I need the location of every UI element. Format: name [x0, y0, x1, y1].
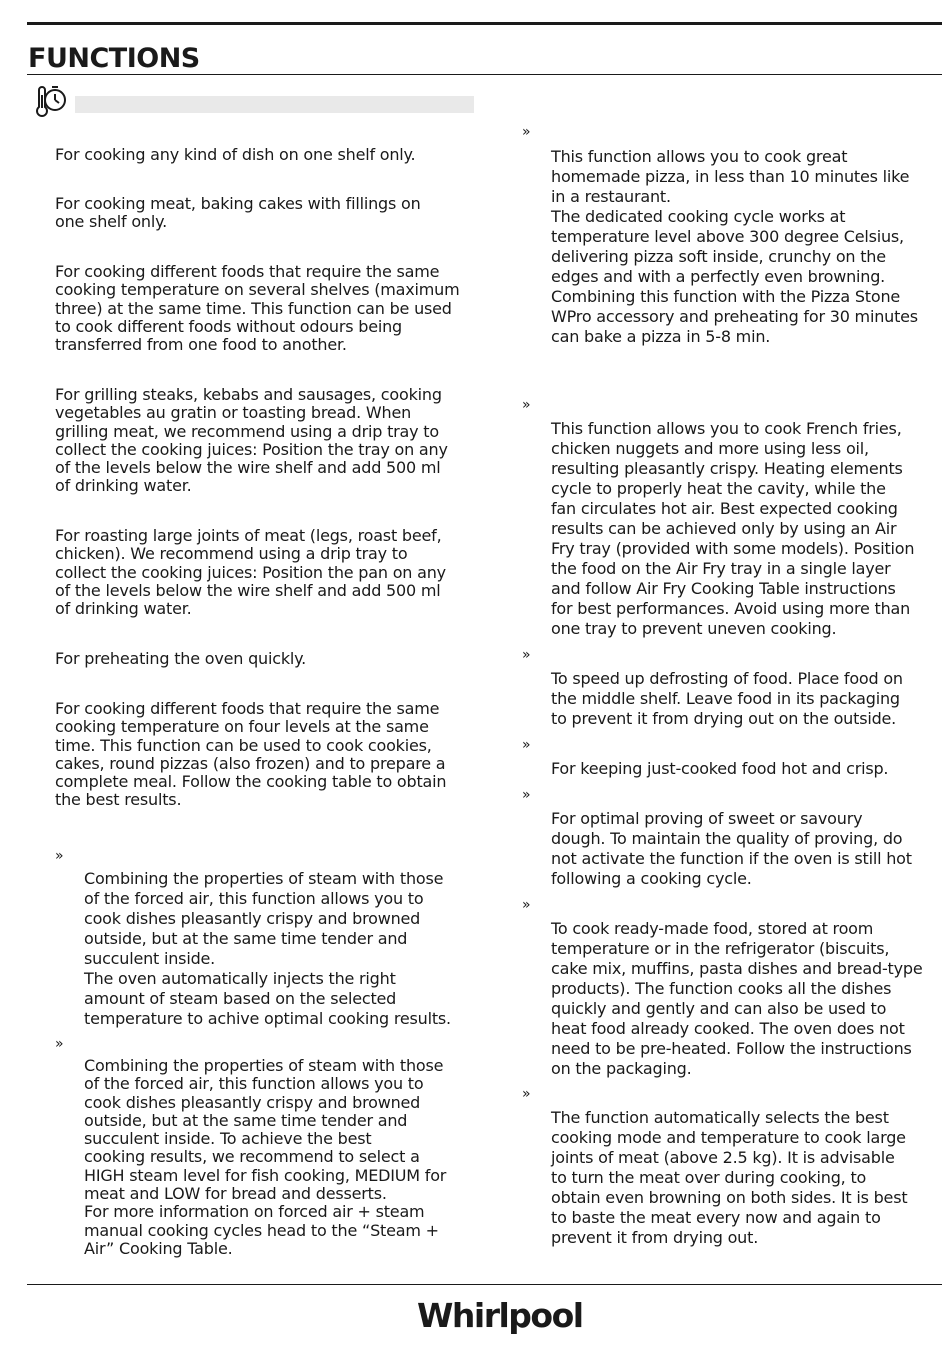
air-fry-description: This function allows you to cook French fries, chicken nuggets and more using less oil, resulting pleasantly crispy. Heating elements cycle to properly heat the cavity, while the fan circulates hot air. Best expected cooking results can be achieved only by using an Air Fry tray (provided with some models). Position the food on the Air Fry tray in a single layer and follow Air Fry Cooking Table instructions for best performances. Avoid using more than one tray to prevent uneven cooking. — [551, 419, 915, 638]
chevron-icon: » — [522, 897, 531, 913]
top-bottom-heating-description: For cooking meat, baking cakes with fillings on one shelf only. — [55, 194, 421, 232]
turbo-grill-description: For roasting large joints of meat (legs, roast beef, chicken). We recommend using a drip tray to collect the cooking juices: Position the pan on any of the levels below the wire shelf and add 500 ml of drinking water. — [55, 526, 446, 619]
chevron-icon: » — [522, 737, 531, 753]
chevron-icon: » — [522, 787, 531, 803]
footer-rule — [27, 1284, 942, 1285]
chevron-icon: » — [55, 1036, 64, 1052]
fast-preheating-description: For preheating the oven quickly. — [55, 649, 306, 668]
cook-4-description: For cooking different foods that require the same cooking temperature on four levels at the same time. This function can be used to cook cookies, cakes, round pizzas (also frozen) and to prepare a complete meal. Follow the cooking table to obtain the best results. — [55, 699, 447, 810]
maxi-cooking-description: The function automatically selects the best cooking mode and temperature to cook large joints of meat (above 2.5 kg). It is advisable to turn the meat over during cooking, to obtain even browning on both sides. It is best to baste the meat every now and again to prevent it from drying out. — [551, 1108, 908, 1247]
chevron-icon: » — [55, 848, 64, 864]
rising-description: For optimal proving of sweet or savoury dough. To maintain the quality of proving, do not activate the function if the oven is still hot following a cooking cycle. — [551, 809, 912, 888]
page-title: FUNCTIONS — [28, 43, 200, 74]
keep-warm-description: For keeping just-cooked food hot and crisp. — [551, 759, 889, 778]
forced-air-description: For cooking different foods that require the same cooking temperature on several shelves (maximum three) at the same time. This function can be used to cook different foods without odours being transferred from one food to another. — [55, 262, 460, 355]
steam-air-auto-description: Combining the properties of steam with those of the forced air, this function allows you to cook dishes pleasantly crispy and browned outside, but at the same time tender and succulent inside. The oven automatically injects the right amount of steam based on the selected temperature to achive optimal cooking results. — [84, 869, 451, 1028]
steam-air-manual-description: Combining the properties of steam with those of the forced air, this function allows you to cook dishes pleasantly crispy and browned outside, but at the same time tender and succulent inside. To achieve the best cooking results, we recommend to select a HIGH steam level for fish cooking, MEDIUM for meat and LOW for bread and desserts. For more information on forced air + steam manual cooking cycles head to the “Steam + Air” Cooking Table. — [84, 1056, 447, 1258]
header-bar — [75, 96, 474, 113]
pizza-description: This function allows you to cook great homemade pizza, in less than 10 minutes like in a restaurant. The dedicated cooking cycle works at temperature level above 300 degree Celsius, delivering pizza soft inside, crunchy on the edges and with a perfectly even browning. Combining this function with the Pizza Stone WPro accessory and preheating for 30 minutes can bake a pizza in 5-8 min. — [551, 147, 918, 346]
chevron-icon: » — [522, 647, 531, 663]
convenience-description: To cook ready-made food, stored at room temperature or in the refrigerator (biscuits, cake mix, muffins, pasta dishes and bread-type products). The function cooks all the dishes quickly and gently and can also be used to heat food already cooked. The oven does not need to be pre-heated. Follow the instructions on the packaging. — [551, 919, 923, 1078]
grill-description: For grilling steaks, kebabs and sausages, cooking vegetables au gratin or toasting bread. When grilling meat, we recommend using a drip tray to collect the cooking juices: Position the tray on any of the levels below the wire shelf and add 500 ml of drinking water. — [55, 385, 448, 496]
defrost-description: To speed up defrosting of food. Place food on the middle shelf. Leave food in its packaging to prevent it from drying out on the outside. — [551, 669, 903, 728]
timer-thermometer-icon — [34, 83, 68, 117]
title-underline — [27, 74, 942, 75]
standard-function-description: For cooking any kind of dish on one shelf only. — [55, 145, 416, 164]
chevron-icon: » — [522, 124, 531, 140]
top-rule — [27, 22, 942, 25]
chevron-icon: » — [522, 397, 531, 413]
brand-logo: Whirlpool — [417, 1296, 583, 1335]
chevron-icon: » — [522, 1086, 531, 1102]
